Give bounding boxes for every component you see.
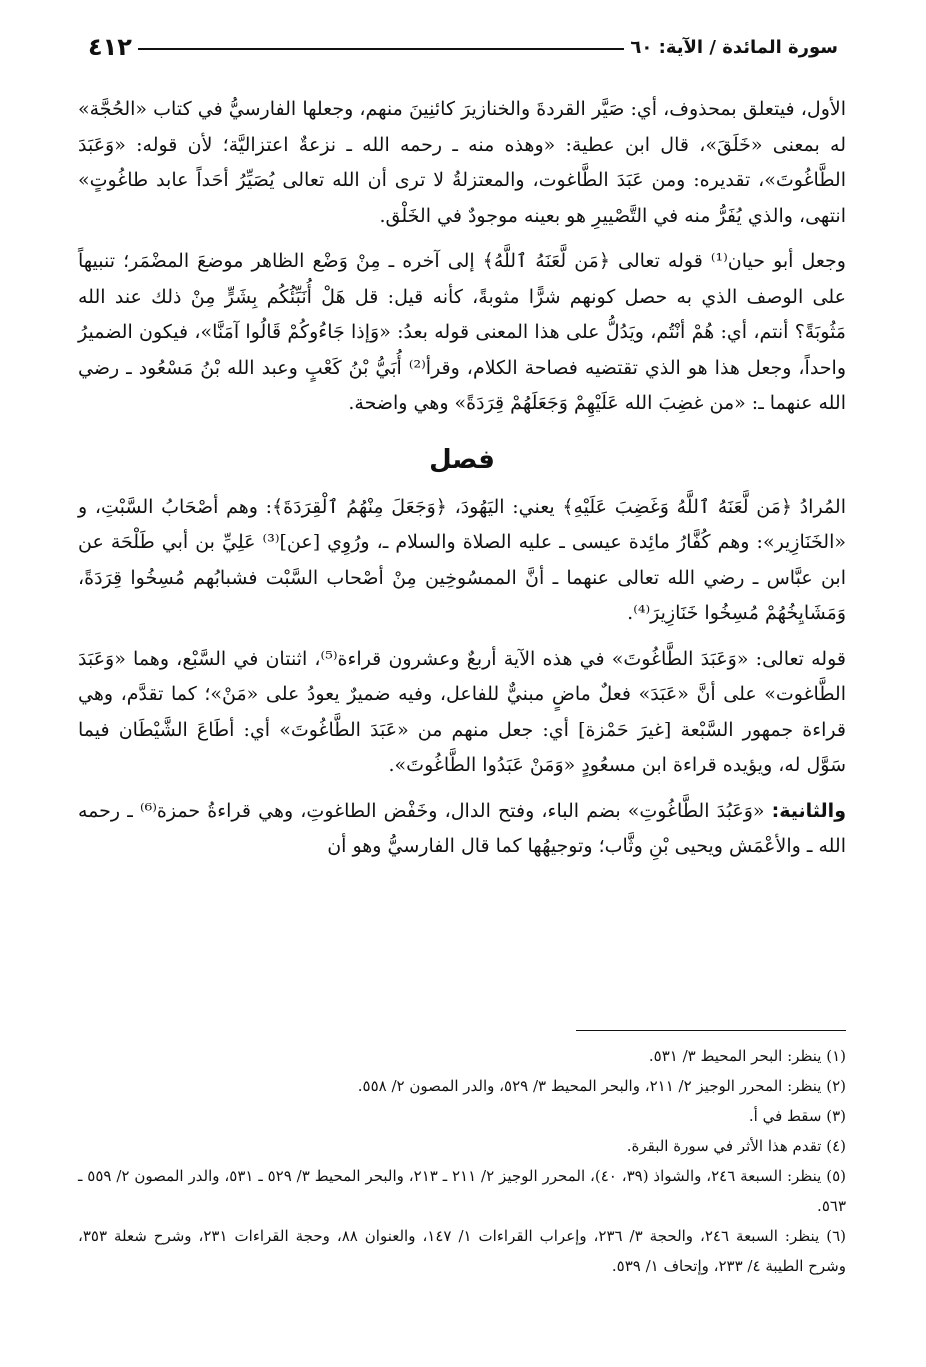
paragraph-text: قوله تعالى: «وَعَبَدَ الطَّاغُوتَ» في هذه الآية أربعٌ وعشرون قراءة⁽⁵⁾، اثنتان في السَّبْع، وهما «وَعَبَدَ الطَّاغوت» على أنَّ «عَبَدَ» فعلٌ ماضٍ مبنيٌّ للفاعل، وفيه ضميرٌ يعودُ على «مَنْ»؛ كما تقدَّم، وهي قراءة جمهور السَّبْعة [غيرَ حَمْزة] أي: جعل منهم من «عَبَدَ الطَّاغُوتَ» أي: أطَاعَ الشَّيْطَان فيما سَوَّل له، ويؤيده قراءة ابن مسعُودٍ «وَمَنْ عَبَدُوا الطَّاغُوتَ». xyxy=(78,647,846,776)
footnotes-section xyxy=(78,1030,846,1281)
header-rule xyxy=(138,48,624,50)
footnote: (٥) ينظر: السبعة ٢٤٦، والشواذ (٣٩، ٤٠)، المحرر الوجيز ٢/ ٢١١ ـ ٢١٣، والبحر المحيط ٣/ ٥٢٩ ـ ٥٣١، والدر المصون ٢/ ٥٥٩ ـ ٥٦٣. xyxy=(78,1167,846,1215)
footnote-divider xyxy=(576,1030,846,1031)
book-page xyxy=(78,0,846,1367)
page-number: ٤١٢ xyxy=(88,33,132,61)
paragraph: المُرادُ ﴿مَن لَّعَنَهُ ٱللَّهُ وَغَضِبَ عَلَيْهِ﴾ يعني: اليَهُودَ، ﴿وَجَعَلَ مِنْهُمُ ٱلْقِرَدَةَ﴾: وهم أصْحَابُ السَّبْتِ، و «الخَنَازِير»: وهم كُفَّارُ مائِدة عيسى ـ عليه الصلاة والسلام ـ، ورُوِي [عن]⁽³⁾ عَلِيِّ بن أبي طَلْحَة عن ابن عبَّاس ـ رضي الله تعالى عنهما ـ أنَّ الممسُوخِين مِنْ أصْحاب السَّبْت فشبابُهم مُسِخُوا قِرَدَةً، وَمَشَايِخُهُمْ مُسِخُوا خَنَازِيرَ⁽⁴⁾. xyxy=(78,495,846,624)
paragraph: الأول، فيتعلق بمحذوف، أي: صَيَّر القردةَ والخنازيرَ كائنِينَ منهم، وجعلها الفارسيُّ في كتاب «الحُجَّة» له بمعنى «خَلَقَ»، قال ابن عطية: «وهذه منه ـ رحمه الله ـ نزعةٌ اعتزاليَّة؛ لأن قوله: «وَعَبَدَ الطَّاغُوتَ»، تقديره: ومن عَبَدَ الطَّاغوت، والمعتزلةُ لا ترى أن الله تعالى يُصَيِّرُ أحَداً عابد طاغُوتٍ» انتهى، والذي يُفَرُّ منه في التَّصْييرِ هو بعينه موجودٌ في الخَلْق. xyxy=(78,98,846,227)
paragraph: وجعل أبو حيان⁽¹⁾ قوله تعالى ﴿مَن لَّعَنَهُ ٱللَّهُ﴾ إلى آخره ـ مِنْ وَضْع الظاهر موضعَ المضْمَر؛ تنبيهاً على الوصف الذي به حصل كونهم شرًّا مثوبةً، كأنه قيل: قل هَلْ أُنَبِّئُكُم بِشَرٍّ مِنْ ذلك عند الله مَثُوبَةً؟ أنتم، أي: هُمْ أنْتُم، ويَدُلُّ على هذا المعنى قوله بعدُ: «وَإذا جَاءُوكُمْ قَالُوا آمَنَّا»، فيكون الضميرُ واحداً، وجعل هذا هو الذي تقتضيه فصاحة الكلام، وقرأ⁽²⁾ أُبَيُّ بْنُ كَعْبٍ وعبد الله بْنُ مَسْعُود ـ رضي الله عنهما ـ: «من غضِبَ الله عَلَيْهِمْ وَجَعَلَهُمْ قِرَدَةً» وهي واضحة. xyxy=(78,250,846,414)
paragraph-lead: والثانية: xyxy=(771,799,846,822)
footnote: (٤) تقدم هذا الأثر في سورة البقرة. xyxy=(626,1137,846,1155)
paragraph-text: «وَعَبُدَ الطَّاغُوتِ» بضم الباء، وفتح الدال، وخَفْض الطاغوتِ، وهي قراءةُ حمزة⁽⁶⁾ ـ رحمه الله ـ والأعْمَش ويحيى بْنِ وثَّاب؛ وتوجيهُها كما قال الفارسيُّ وهو أن xyxy=(78,799,846,857)
section-heading: فصل xyxy=(429,444,495,475)
main-text xyxy=(78,92,846,875)
footnote: (١) ينظر: البحر المحيط ٣/ ٥٣١. xyxy=(648,1047,846,1065)
footnote: (٣) سقط في أ. xyxy=(748,1107,846,1125)
paragraph xyxy=(78,794,846,865)
footnote: (٦) ينظر: السبعة ٢٤٦، والحجة ٣/ ٢٣٦، وإعراب القراءات ١/ ١٤٧، والعنوان ٨٨، وحجة القراءات ٢٣١، وشرح شعلة ٣٥٣، وشرح الطيبة ٤/ ٢٣٣، وإتحاف ١/ ٥٣٩. xyxy=(78,1227,847,1275)
surah-reference: سورة المائدة / الآية: ٦٠ xyxy=(630,36,838,58)
footnote: (٢) ينظر: المحرر الوجيز ٢/ ٢١١، والبحر المحيط ٣/ ٥٢٩، والدر المصون ٢/ ٥٥٨. xyxy=(357,1077,846,1095)
paragraph xyxy=(78,642,846,784)
page-header xyxy=(78,30,846,64)
